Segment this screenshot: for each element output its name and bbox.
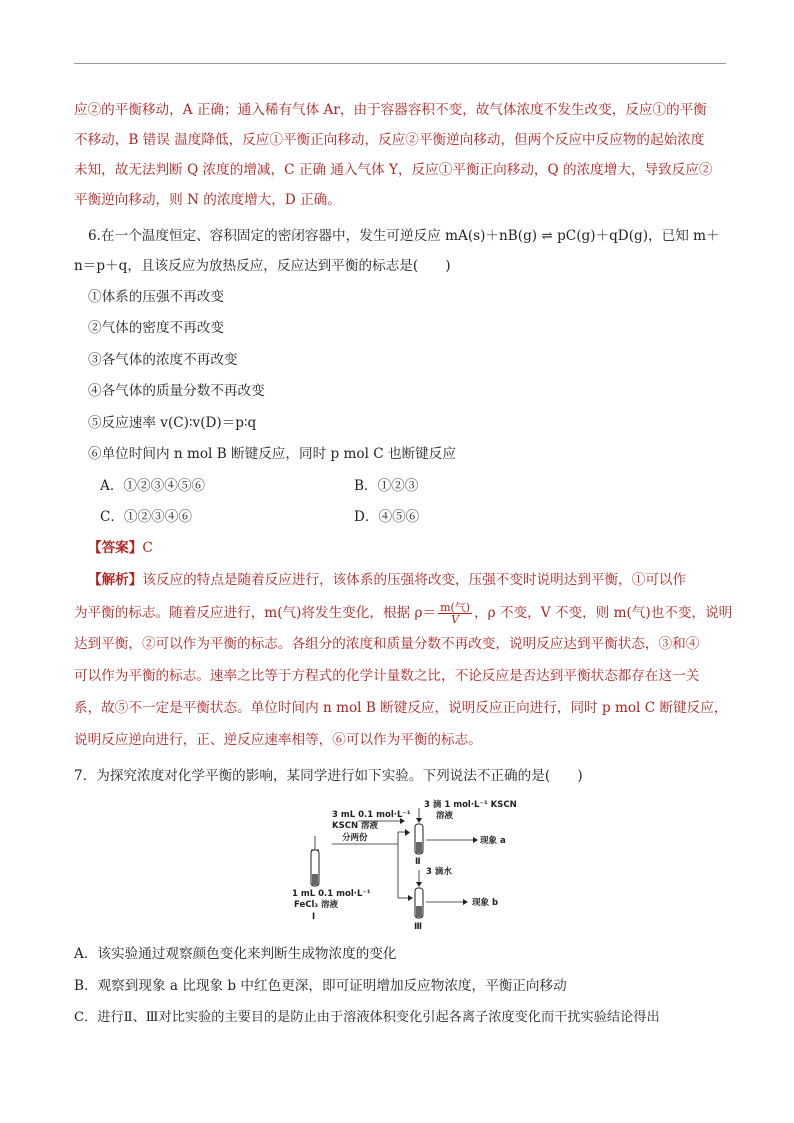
fecl3-label-2: FeCl₃ 溶液 bbox=[294, 900, 339, 910]
q6-answer bbox=[88, 538, 758, 558]
test-tube-1 bbox=[311, 850, 319, 886]
fraction-numerator: m(气) bbox=[440, 601, 471, 614]
q6-analysis-6: 说明反应逆向进行，正、逆反应速率相等，⑥可以作为平衡的标志。 bbox=[74, 732, 482, 748]
analysis-label: 【解析】 bbox=[88, 572, 143, 588]
analysis-text-2a: 为平衡的标志。随着反应进行，m(气)将发生变化，根据 ρ＝ bbox=[74, 605, 437, 621]
phenomenon-b-label: 现象 b bbox=[472, 898, 499, 908]
q6-option-c: C．①②③④⑥ bbox=[100, 509, 192, 525]
test-tube-2 bbox=[415, 824, 423, 854]
phenomenon-a-label: 现象 a bbox=[480, 836, 506, 846]
q6-item-4: ④各气体的质量分数不再改变 bbox=[88, 383, 265, 399]
analysis-text-2b: ，ρ 不变，V 不变，则 m(气)也不变，说明 bbox=[474, 605, 733, 621]
q7-option-b: B．观察到现象 a 比现象 b 中红色更深，即可证明增加反应物浓度，平衡正向移动 bbox=[74, 978, 567, 994]
split-label: 分两份 bbox=[342, 833, 368, 843]
q6-stem-1: 6.在一个温度恒定、容积固定的密闭容器中，发生可逆反应 mA(s)＋nB(g) ⇌ pC(g)＋qD(g)，已知 m＋ bbox=[88, 228, 720, 244]
fecl3-label-1: 1 mL 0.1 mol·L⁻¹ bbox=[292, 889, 371, 899]
q6-analysis-5: 系，故⑤不一定是平衡状态。单位时间内 n mol B 断键反应，说明反应正向进行，同时 p mol C 断键反应， bbox=[74, 700, 728, 716]
q6-option-a: A．①②③④⑤⑥ bbox=[100, 478, 205, 494]
q7-stem: 7．为探究浓度对化学平衡的影响，某同学进行如下实验。下列说法不正确的是( ) bbox=[74, 768, 583, 784]
kscn-add-label-1: 3 mL 0.1 mol·L⁻¹ bbox=[332, 810, 411, 820]
q6-analysis-2 bbox=[74, 602, 744, 625]
tube-2-label: Ⅱ bbox=[415, 857, 421, 867]
drop-kscn-label-2: 溶液 bbox=[436, 811, 454, 821]
q6-item-3: ③各气体的浓度不再改变 bbox=[88, 352, 238, 368]
test-tube-3 bbox=[415, 888, 423, 918]
tube-1-label: Ⅰ bbox=[312, 912, 316, 922]
experiment-diagram bbox=[288, 798, 538, 938]
q6-stem-2: n＝p＋q，且该反应为放热反应，反应达到平衡的标志是( ) bbox=[74, 258, 451, 274]
intro-line-3: 未知，故无法判断 Q 浓度的增减，C 正确 通入气体 Y，反应①平衡正向移动，Q 的浓度增大，导致反应② bbox=[74, 162, 713, 178]
q6-analysis-1 bbox=[88, 570, 758, 590]
q7-option-a: A．该实验通过观察颜色变化来判断生成物浓度的变化 bbox=[74, 946, 397, 962]
q6-item-2: ②气体的密度不再改变 bbox=[88, 320, 224, 336]
header-rule bbox=[74, 63, 726, 64]
drop-water-label: 3 滴水 bbox=[426, 867, 452, 877]
answer-value: C bbox=[142, 540, 153, 556]
q6-option-b: B．①②③ bbox=[354, 478, 419, 494]
density-fraction bbox=[438, 602, 472, 625]
tube-3-label: Ⅲ bbox=[414, 922, 423, 932]
q6-analysis-3: 达到平衡，②可以作为平衡的标志。各组分的浓度和质量分数不再改变，说明反应达到平衡状态，③和④ bbox=[74, 636, 700, 652]
q7-option-c: C．进行Ⅱ、Ⅲ对比实验的主要目的是防止由于溶液体积变化引起各离子浓度变化而干扰实验结论得出 bbox=[74, 1010, 660, 1025]
intro-line-2: 不移动，B 错误 温度降低，反应①平衡正向移动，反应②平衡逆向移动，但两个反应中反应物的起始浓度 bbox=[74, 132, 705, 148]
analysis-text-1: 该反应的特点是随着反应进行，该体系的压强将改变，压强不变时说明达到平衡，①可以作 bbox=[142, 572, 687, 588]
drop-kscn-label-1: 3 滴 1 mol·L⁻¹ KSCN bbox=[424, 800, 517, 810]
q6-item-5: ⑤反应速率 v(C)∶v(D)＝p∶q bbox=[88, 415, 257, 431]
q6-item-6: ⑥单位时间内 n mol B 断键反应，同时 p mol C 也断键反应 bbox=[88, 446, 456, 462]
q6-analysis-4: 可以作为平衡的标志。速率之比等于方程式的化学计量数之比，不论反应是否达到平衡状态都存在这一关 bbox=[74, 668, 700, 684]
fraction-denominator: V bbox=[451, 613, 460, 626]
kscn-add-label-2: KSCN 溶液 bbox=[332, 821, 379, 831]
intro-line-1: 应②的平衡移动，A 正确；通入稀有气体 Ar，由于容器容积不变，故气体浓度不发生改变，反应①的平衡 bbox=[74, 102, 707, 118]
q6-option-d: D．④⑤⑥ bbox=[354, 509, 420, 525]
q6-item-1: ①体系的压强不再改变 bbox=[88, 289, 224, 305]
intro-line-4: 平衡逆向移动，则 N 的浓度增大，D 正确。 bbox=[74, 192, 341, 208]
answer-label: 【答案】 bbox=[88, 540, 143, 556]
